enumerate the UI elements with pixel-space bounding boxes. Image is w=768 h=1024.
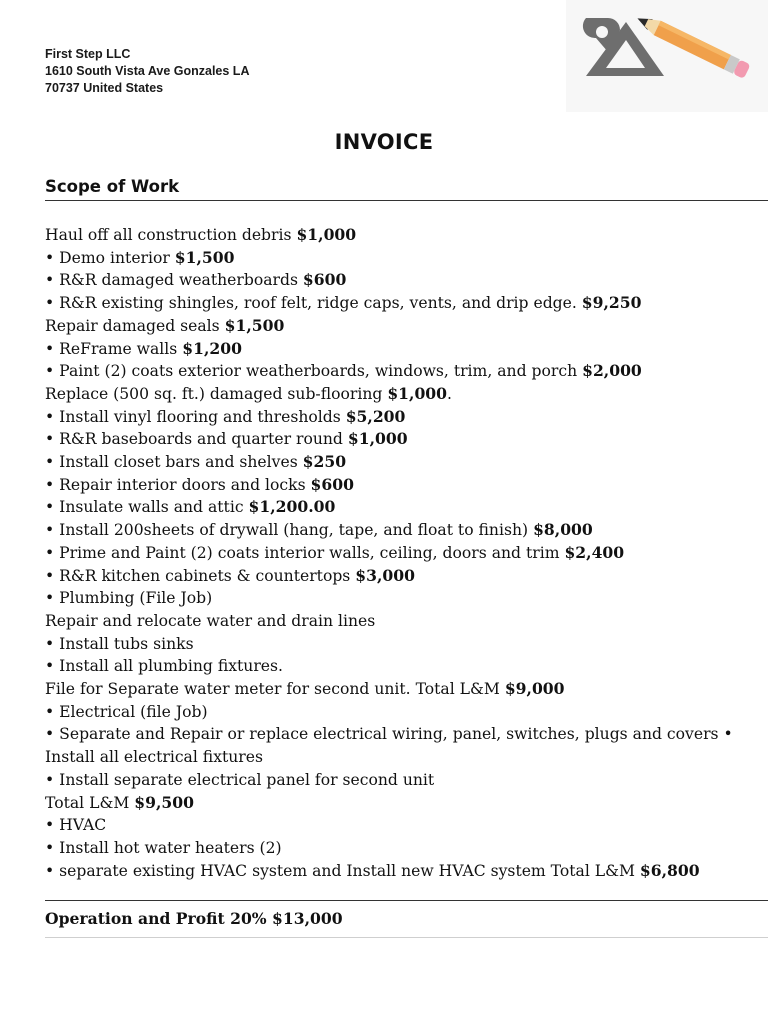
scope-line-amount: $3,000 <box>355 565 415 585</box>
scope-of-work-heading: Scope of Work <box>45 177 180 196</box>
scope-line-text: Total L&M <box>45 793 135 812</box>
scope-line <box>45 474 768 497</box>
scope-line <box>45 655 768 678</box>
scope-line <box>45 269 768 292</box>
scope-line-amount: $5,200 <box>345 406 406 426</box>
scope-of-work-list <box>45 224 768 882</box>
company-address-line2: 70737 United States <box>45 81 164 95</box>
scope-line-amount: $1,500 <box>224 315 285 335</box>
scope-line-amount: $1,000 <box>387 383 447 403</box>
scope-line-amount: $9,000 <box>504 679 565 699</box>
scope-line-text: • Electrical (file Job) <box>45 702 208 721</box>
scope-line-text: • Install tubs sinks <box>45 634 194 653</box>
scope-line <box>45 315 768 338</box>
scope-line-text: Repair and relocate water and drain lines <box>45 611 376 630</box>
scope-line <box>45 519 768 542</box>
scope-line-text: Repair damaged seals <box>45 316 225 335</box>
scope-line-text: • Install hot water heaters (2) <box>45 838 282 857</box>
scope-line-text: • Plumbing (File Job) <box>45 589 213 608</box>
scope-line <box>45 678 768 701</box>
scope-line <box>45 292 768 315</box>
scope-line-amount: $250 <box>302 452 347 472</box>
scope-line-text: • Install all plumbing fixtures. <box>45 657 283 676</box>
scope-line <box>45 428 768 451</box>
invoice-title: INVOICE <box>334 130 434 154</box>
scope-line <box>45 496 768 519</box>
scope-line-amount: $2,000 <box>582 361 642 381</box>
scope-line-text: • Separate and Repair or replace electrical wiring, panel, switches, plugs and covers • Install all electrical fixtures <box>45 725 733 767</box>
scope-line <box>45 587 768 610</box>
scope-line-amount: $1,500 <box>174 247 235 267</box>
scope-line-text: • R&R baseboards and quarter round <box>45 430 348 449</box>
scope-line <box>45 860 768 883</box>
scope-line-text: • Install 200sheets of drywall (hang, tape, and float to finish) <box>45 521 534 540</box>
scope-line-amount: $600 <box>302 270 347 290</box>
scope-line <box>45 247 768 270</box>
scope-line-text: • Insulate walls and attic <box>45 498 249 517</box>
scope-line-text: • HVAC <box>45 816 107 835</box>
scope-line-text: • Prime and Paint (2) coats interior walls, ceiling, doors and trim <box>45 543 565 562</box>
scope-line <box>45 360 768 383</box>
scope-line <box>45 837 768 860</box>
scope-line <box>45 542 768 565</box>
company-logo <box>566 0 768 112</box>
scope-line-amount: $1,200 <box>182 338 242 358</box>
scope-heading-divider <box>45 200 768 201</box>
scope-line-amount: $2,400 <box>564 542 625 562</box>
scope-line-text: • Paint (2) coats exterior weatherboards, windows, trim, and porch <box>45 362 583 381</box>
scope-line-text: Replace (500 sq. ft.) damaged sub-flooring <box>45 384 388 403</box>
scope-line-amount: $1,000 <box>347 429 408 449</box>
scope-line-text: • Install separate electrical panel for second unit <box>45 770 435 789</box>
scope-line-suffix: . <box>447 384 452 403</box>
scope-line <box>45 769 768 792</box>
scope-line <box>45 565 768 588</box>
scope-line-amount: $9,250 <box>581 293 642 313</box>
scope-line <box>45 633 768 656</box>
company-address-line1: 1610 South Vista Ave Gonzales LA <box>45 64 250 78</box>
scope-line-text: • R&R existing shingles, roof felt, ridge caps, vents, and drip edge. <box>45 294 582 313</box>
scope-line-amount: $9,500 <box>134 792 194 812</box>
scope-line <box>45 610 768 633</box>
scope-line-text: • separate existing HVAC system and Install new HVAC system Total L&M <box>45 861 640 880</box>
scope-line-text: • R&R damaged weatherboards <box>45 271 303 290</box>
scope-line <box>45 451 768 474</box>
scope-line <box>45 701 768 724</box>
scope-line-text: • Install closet bars and shelves <box>45 453 303 472</box>
scope-line <box>45 224 768 247</box>
scope-line <box>45 338 768 361</box>
operation-profit-line: Operation and Profit 20% $13,000 <box>45 909 343 928</box>
scope-line <box>45 383 768 406</box>
scope-line-text: • Demo interior <box>45 248 175 267</box>
scope-line-amount: $8,000 <box>533 520 593 540</box>
scope-line-text: • Repair interior doors and locks <box>45 475 311 494</box>
scope-line-amount: $1,000 <box>296 225 357 244</box>
scope-line-amount: $6,800 <box>639 860 700 880</box>
scope-line-text: File for Separate water meter for second unit. Total L&M <box>45 680 505 699</box>
scope-line <box>45 814 768 837</box>
company-name: First Step LLC <box>45 47 131 61</box>
scope-line-text: • ReFrame walls <box>45 339 183 358</box>
scope-line <box>45 723 745 768</box>
scope-line-amount: $600 <box>310 474 354 494</box>
scope-line-text: • Install vinyl flooring and thresholds <box>45 407 346 426</box>
scope-line <box>45 406 768 429</box>
bottom-divider <box>45 937 768 938</box>
scope-line-amount: $1,200.00 <box>248 497 336 517</box>
scope-line-text: • R&R kitchen cabinets & countertops <box>45 566 356 585</box>
scope-line <box>45 792 768 815</box>
company-info <box>45 46 249 97</box>
drafting-triangle-pencil-icon <box>566 0 768 112</box>
scope-line-text: Haul off all construction debris <box>45 226 297 244</box>
profit-divider <box>45 900 768 901</box>
